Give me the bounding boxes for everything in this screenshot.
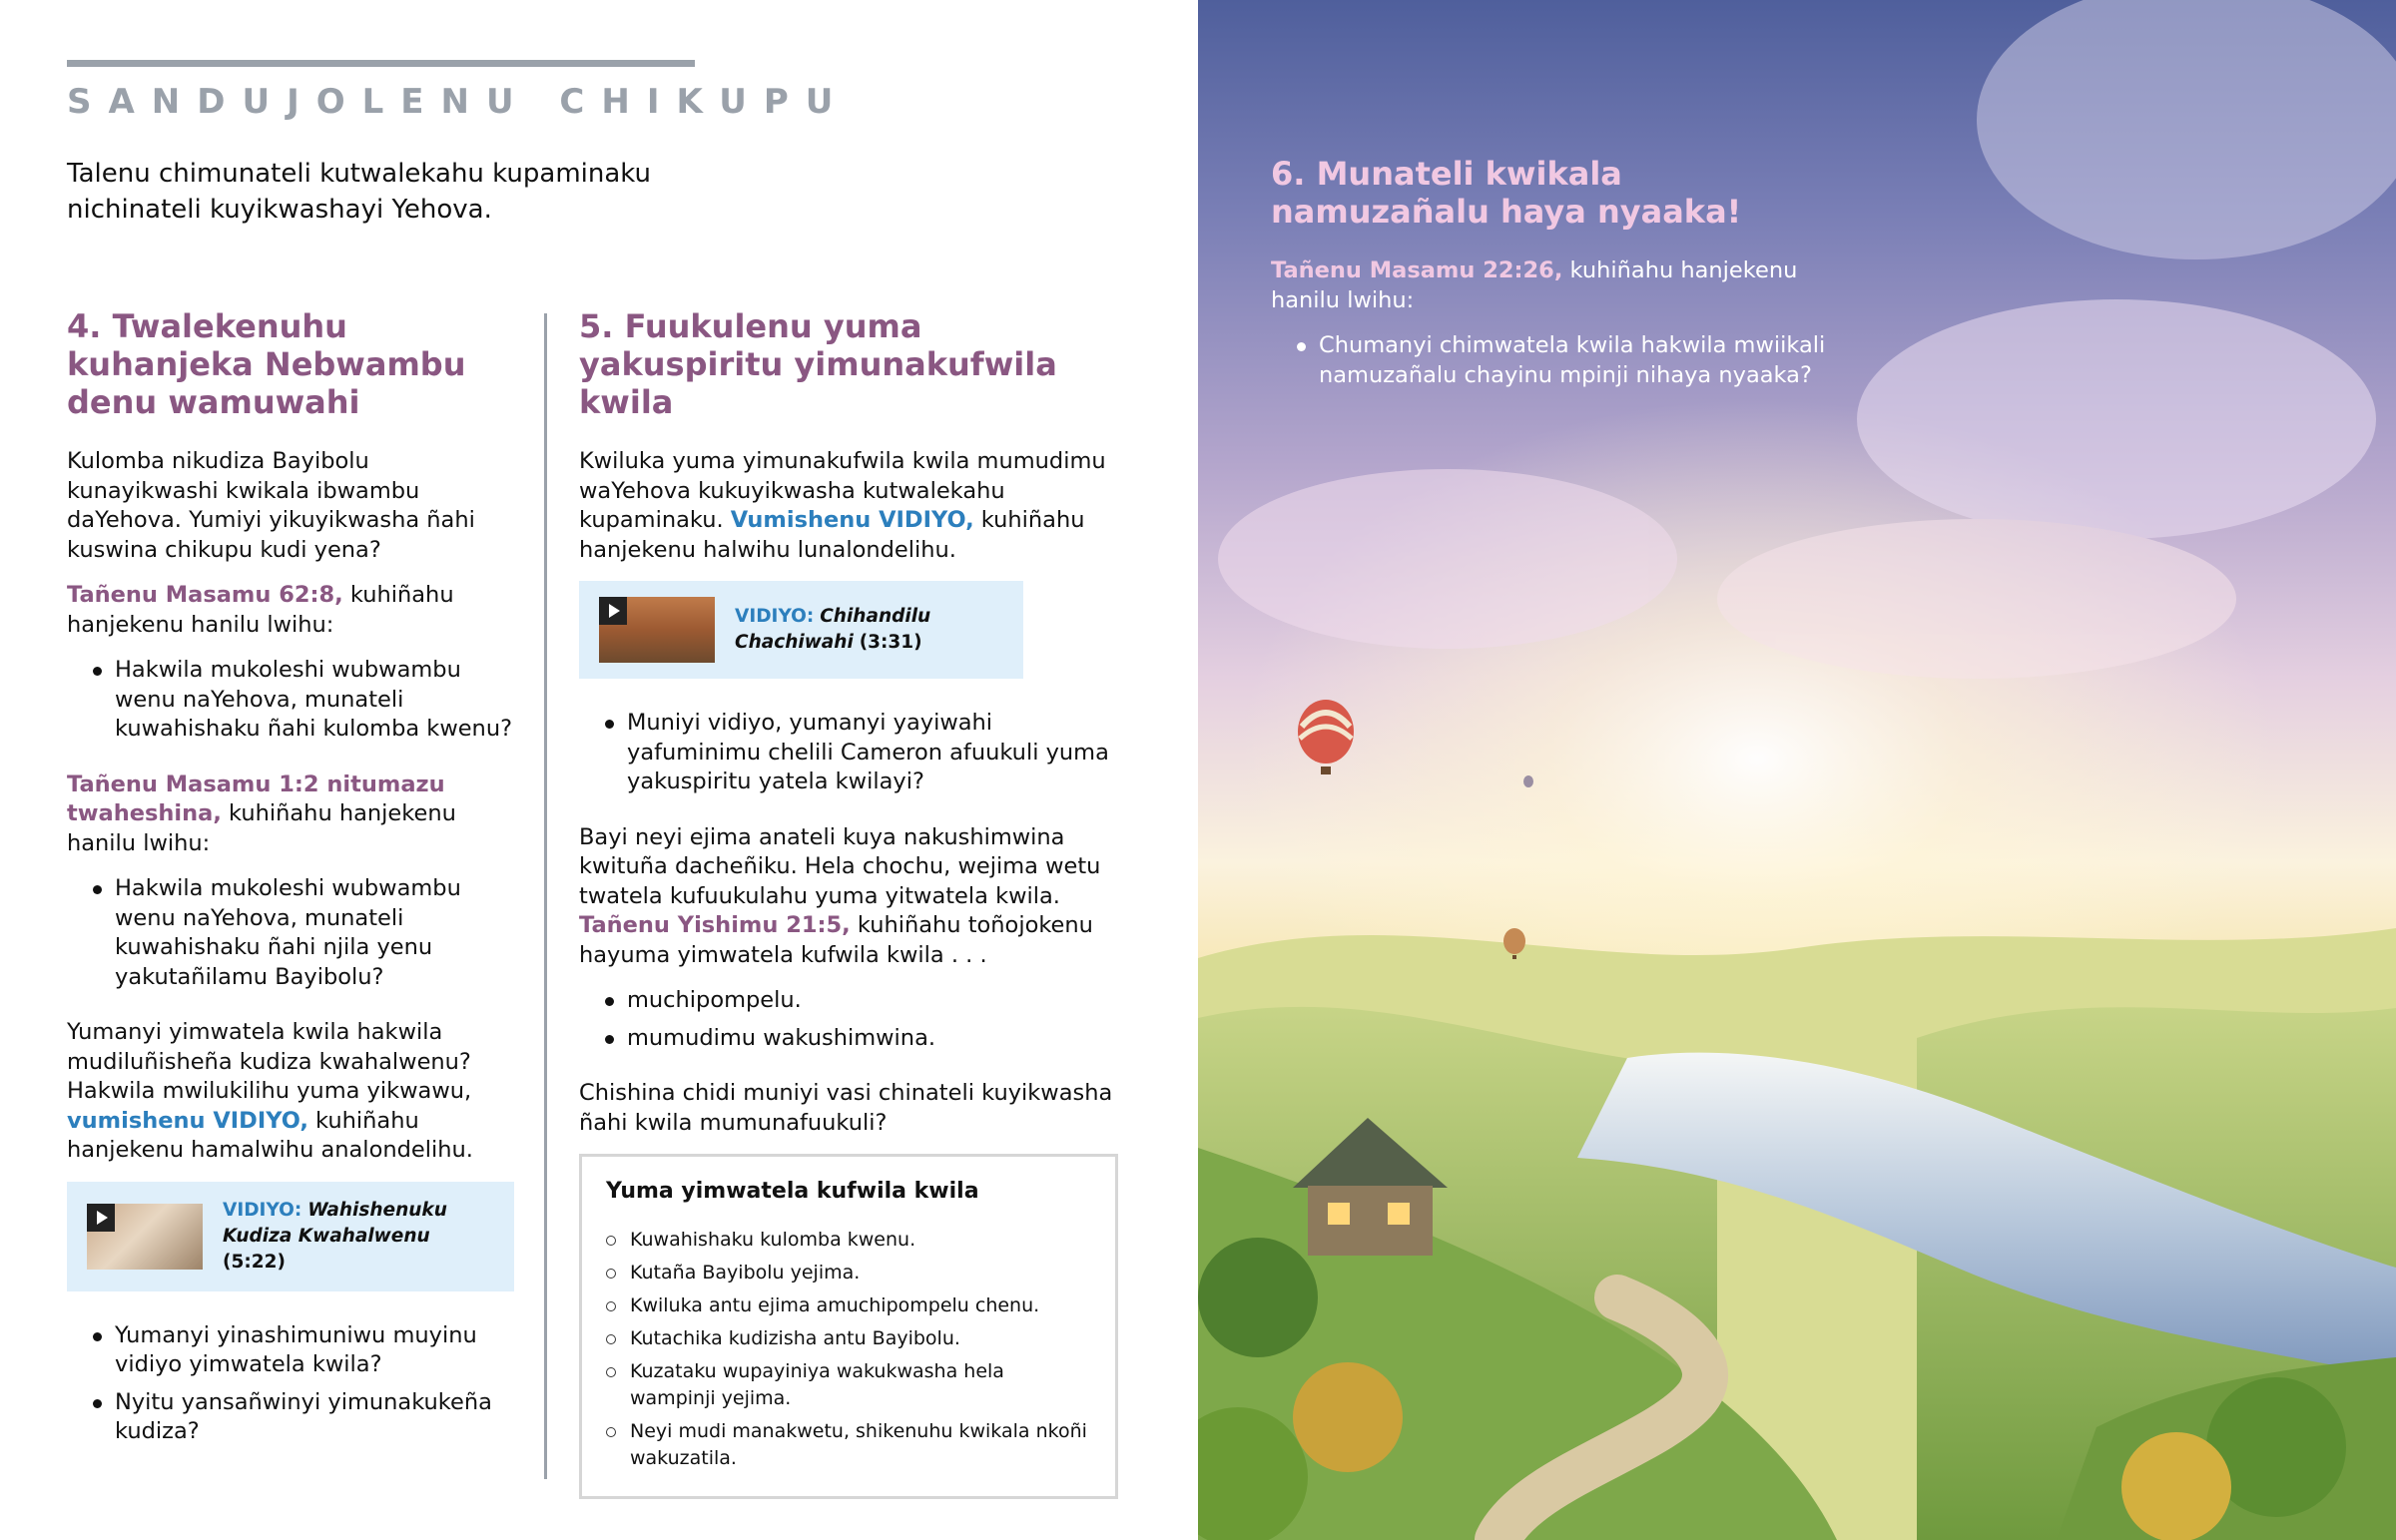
col1-paragraph-2: Yumanyi yimwatela kwila hakwila mudiluñisheña kudiza kwahalwenu? Hakwila mwilukilihu yuma yikwawu, vumishenu VIDIYO, kuhiñahu hanjekenu hamalwihu analondelihu. <box>67 1019 473 1163</box>
goal-item: Neyi mudi manakwetu, shikenuhu kwikala nkoñi wakuzatila. <box>606 1418 1091 1472</box>
right-question-list <box>1271 331 1830 390</box>
goal-item: Kwiluka antu ejima amuchipompelu chenu. <box>606 1292 1091 1319</box>
heading-6: 6. Munateli kwikala namuzañalu haya nyaaka! <box>1271 155 1742 231</box>
goal-item: Kutaña Bayibolu yejima. <box>606 1260 1091 1286</box>
scripture-ref-masamu-1-2[interactable]: Tañenu Masamu 1:2 nitumazu twaheshina, <box>67 770 445 826</box>
col2-question-list-2 <box>579 986 1118 1053</box>
hot-air-balloon-tiny <box>1523 775 1533 787</box>
video-caption: VIDIYO: Chihandilu Chachiwahi (3:31) <box>735 606 931 653</box>
question-item: muchipompelu. <box>579 986 1118 1016</box>
goals-box-title: Yuma yimwatela kufwila kwila <box>606 1179 979 1204</box>
question-item: Yumanyi yinashimuniwu muyinu vidiyo yimwatela kwila? <box>67 1321 514 1380</box>
question-item: Hakwila mukoleshi wubwambu wenu naYehova, munateli kuwahishaku ñahi kulomba kwenu? <box>67 656 514 745</box>
goals-box <box>579 1154 1118 1499</box>
section-rule <box>67 60 695 67</box>
column-4 <box>67 307 514 1473</box>
column-divider <box>544 313 547 1479</box>
section-6 <box>1271 155 1830 416</box>
scripture-ref-masamu-22-26[interactable]: Tañenu Masamu 22:26, <box>1271 257 1563 283</box>
col1-question-list-1 <box>67 656 514 745</box>
col2-paragraph-3: Chishina chidi muniyi vasi chinateli kuyikwasha ñahi kwila mumunafuukuli? <box>579 1080 1113 1136</box>
question-item: Muniyi vidiyo, yumanyi yayiwahi yafuminimu chelili Cameron afuukuli yuma yakuspiritu yatela kwilayi? <box>579 709 1118 797</box>
play-icon[interactable] <box>87 1204 115 1232</box>
intro-text: Talenu chimunateli kutwalekahu kupaminaku nichinateli kuyikwashayi Yehova. <box>67 159 652 225</box>
col1-read-instruction-1: Tañenu Masamu 62:8, kuhiñahu hanjekenu hanilu lwihu: <box>67 582 454 638</box>
col2-question-list-1 <box>579 709 1118 797</box>
scripture-ref-yishimu-21-5[interactable]: Tañenu Yishimu 21:5, <box>579 912 851 938</box>
video-caption: VIDIYO: Wahishenuku Kudiza Kwahalwenu (5:22) <box>223 1199 447 1273</box>
goal-item: Kuwahishaku kulomba kwenu. <box>606 1227 1091 1254</box>
paradise-illustration-page <box>1198 0 2396 1540</box>
question-item: Chumanyi chimwatela kwila hakwila mwiikali namuzañalu chayinu mpinji nihaya nyaaka? <box>1271 331 1830 390</box>
col1-question-list-2 <box>67 874 514 992</box>
heading-4: 4. Twalekenuhu kuhanjeka Nebwambu denu wamuwahi <box>67 307 466 421</box>
col2-paragraph-1: Kwiluka yuma yimunakufwila kwila mumudimu waYehova kukuyikwasha kutwalekahu kupaminaku. Vumishenu VIDIYO, kuhiñahu hanjekenu halwihu lunalondelihu. <box>579 448 1106 563</box>
video-card-1[interactable] <box>67 1182 514 1291</box>
goal-item: Kutachika kudizisha antu Bayibolu. <box>606 1325 1091 1352</box>
right-read-instruction: Tañenu Masamu 22:26, kuhiñahu hanjekenu hanilu lwihu: <box>1271 257 1798 313</box>
question-item: Nyitu yansañwinyi yimunakukeña kudiza? <box>67 1388 514 1447</box>
question-item: mumudimu wakushimwina. <box>579 1024 1118 1054</box>
scripture-ref-masamu-62-8[interactable]: Tañenu Masamu 62:8, <box>67 582 343 608</box>
goals-list <box>606 1227 1091 1472</box>
goal-item: Kuzataku wupayiniya wakukwasha hela wampinji yejima. <box>606 1358 1091 1412</box>
video-link[interactable]: vumishenu VIDIYO, <box>67 1107 308 1134</box>
col1-paragraph-1: Kulomba nikudiza Bayibolu kunayikwashi kwikala ibwambu daYehova. Yumiyi yikuyikwasha ñahi kuswina chikupu kudi yena? <box>67 448 475 563</box>
video-thumbnail[interactable] <box>599 597 715 663</box>
col2-paragraph-2: Bayi neyi ejima anateli kuya nakushimwina kwituña dacheñiku. Hela chochu, wejima wetu twatela kufuukulahu yuma yitwatela kwila. Tañenu Yishimu 21:5, kuhiñahu toñojokenu hayuma yimwatela kufwila kwila . . . <box>579 823 1101 968</box>
column-5 <box>579 307 1118 1499</box>
video-thumbnail[interactable] <box>87 1204 203 1270</box>
col1-question-list-3 <box>67 1321 514 1447</box>
section-label: SANDUJOLENU CHIKUPU <box>67 82 851 122</box>
video-link[interactable]: Vumishenu VIDIYO, <box>730 507 974 533</box>
col1-read-instruction-2: Tañenu Masamu 1:2 nitumazu twaheshina, kuhiñahu hanjekenu hanilu lwihu: <box>67 770 456 856</box>
play-icon[interactable] <box>599 597 627 625</box>
video-card-2[interactable] <box>579 581 1023 679</box>
heading-5: 5. Fuukulenu yuma yakuspiritu yimunakufwila kwila <box>579 307 1057 421</box>
question-item: Hakwila mukoleshi wubwambu wenu naYehova, munateli kuwahishaku ñahi njila yenu yakutañilamu Bayibolu? <box>67 874 514 992</box>
